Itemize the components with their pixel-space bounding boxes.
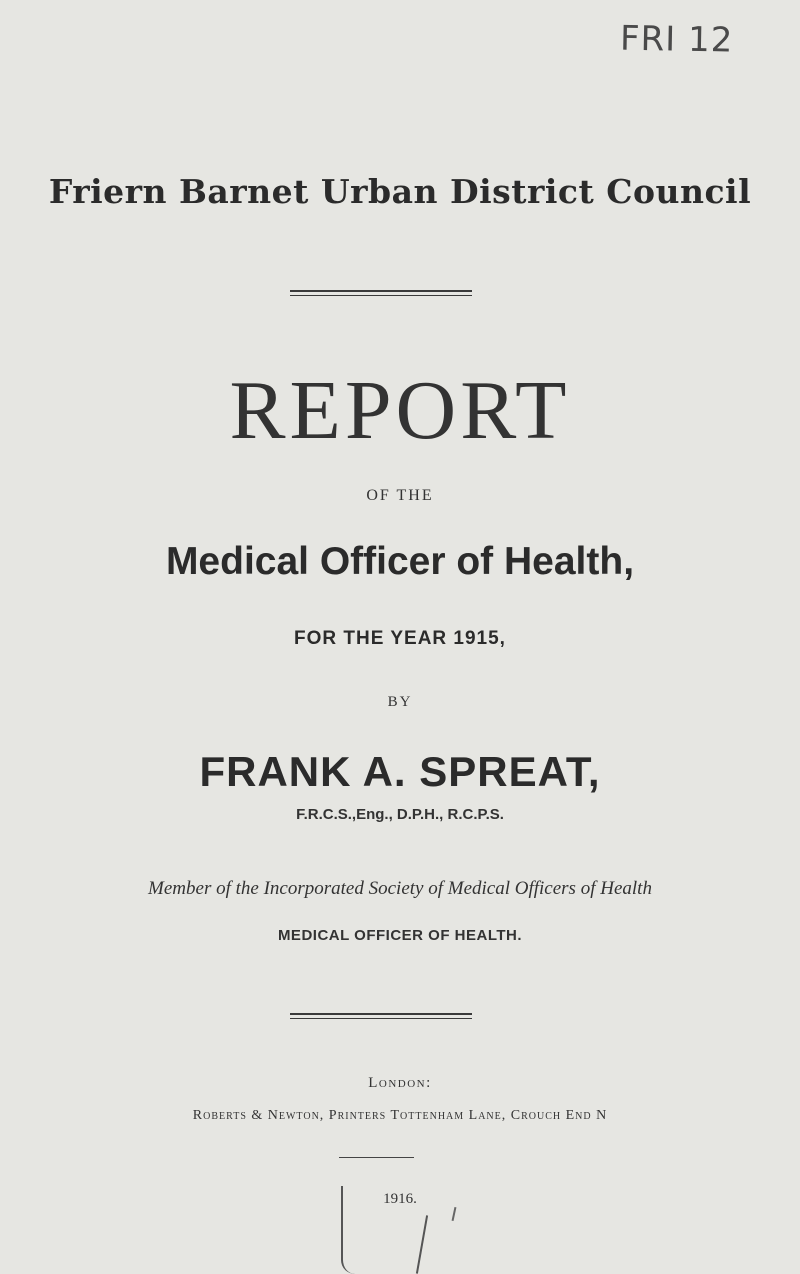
subject-title: Medical Officer of Health, <box>165 540 635 583</box>
of-the-text: OF THE <box>366 487 434 504</box>
handwritten-mark <box>341 1186 361 1274</box>
membership-line: Member of the Incorporated Society of Medical Officers of Health <box>148 878 652 899</box>
council-title: Friern Barnet Urban District Council <box>48 172 752 211</box>
printer-line: Roberts & Newton, Printers Tottenham Lane, Crouch End N <box>192 1108 608 1123</box>
archive-reference: FRI 12 <box>619 18 734 61</box>
imprint-place: London: <box>368 1075 432 1091</box>
role-line: MEDICAL OFFICER OF HEALTH. <box>277 927 523 944</box>
double-rule-top <box>290 290 472 296</box>
by-text: BY <box>387 694 413 710</box>
short-rule <box>339 1157 414 1158</box>
double-rule-bottom <box>290 1013 472 1019</box>
year-printed: 1916. <box>383 1191 417 1207</box>
handwritten-mark <box>452 1207 457 1221</box>
report-heading: REPORT <box>229 364 571 457</box>
handwritten-mark <box>416 1215 428 1273</box>
year-line: FOR THE YEAR 1915, <box>294 628 506 649</box>
author-qualifications: F.R.C.S.,Eng., D.P.H., R.C.P.S. <box>296 806 504 823</box>
author-name: FRANK A. SPREAT, <box>199 748 601 795</box>
